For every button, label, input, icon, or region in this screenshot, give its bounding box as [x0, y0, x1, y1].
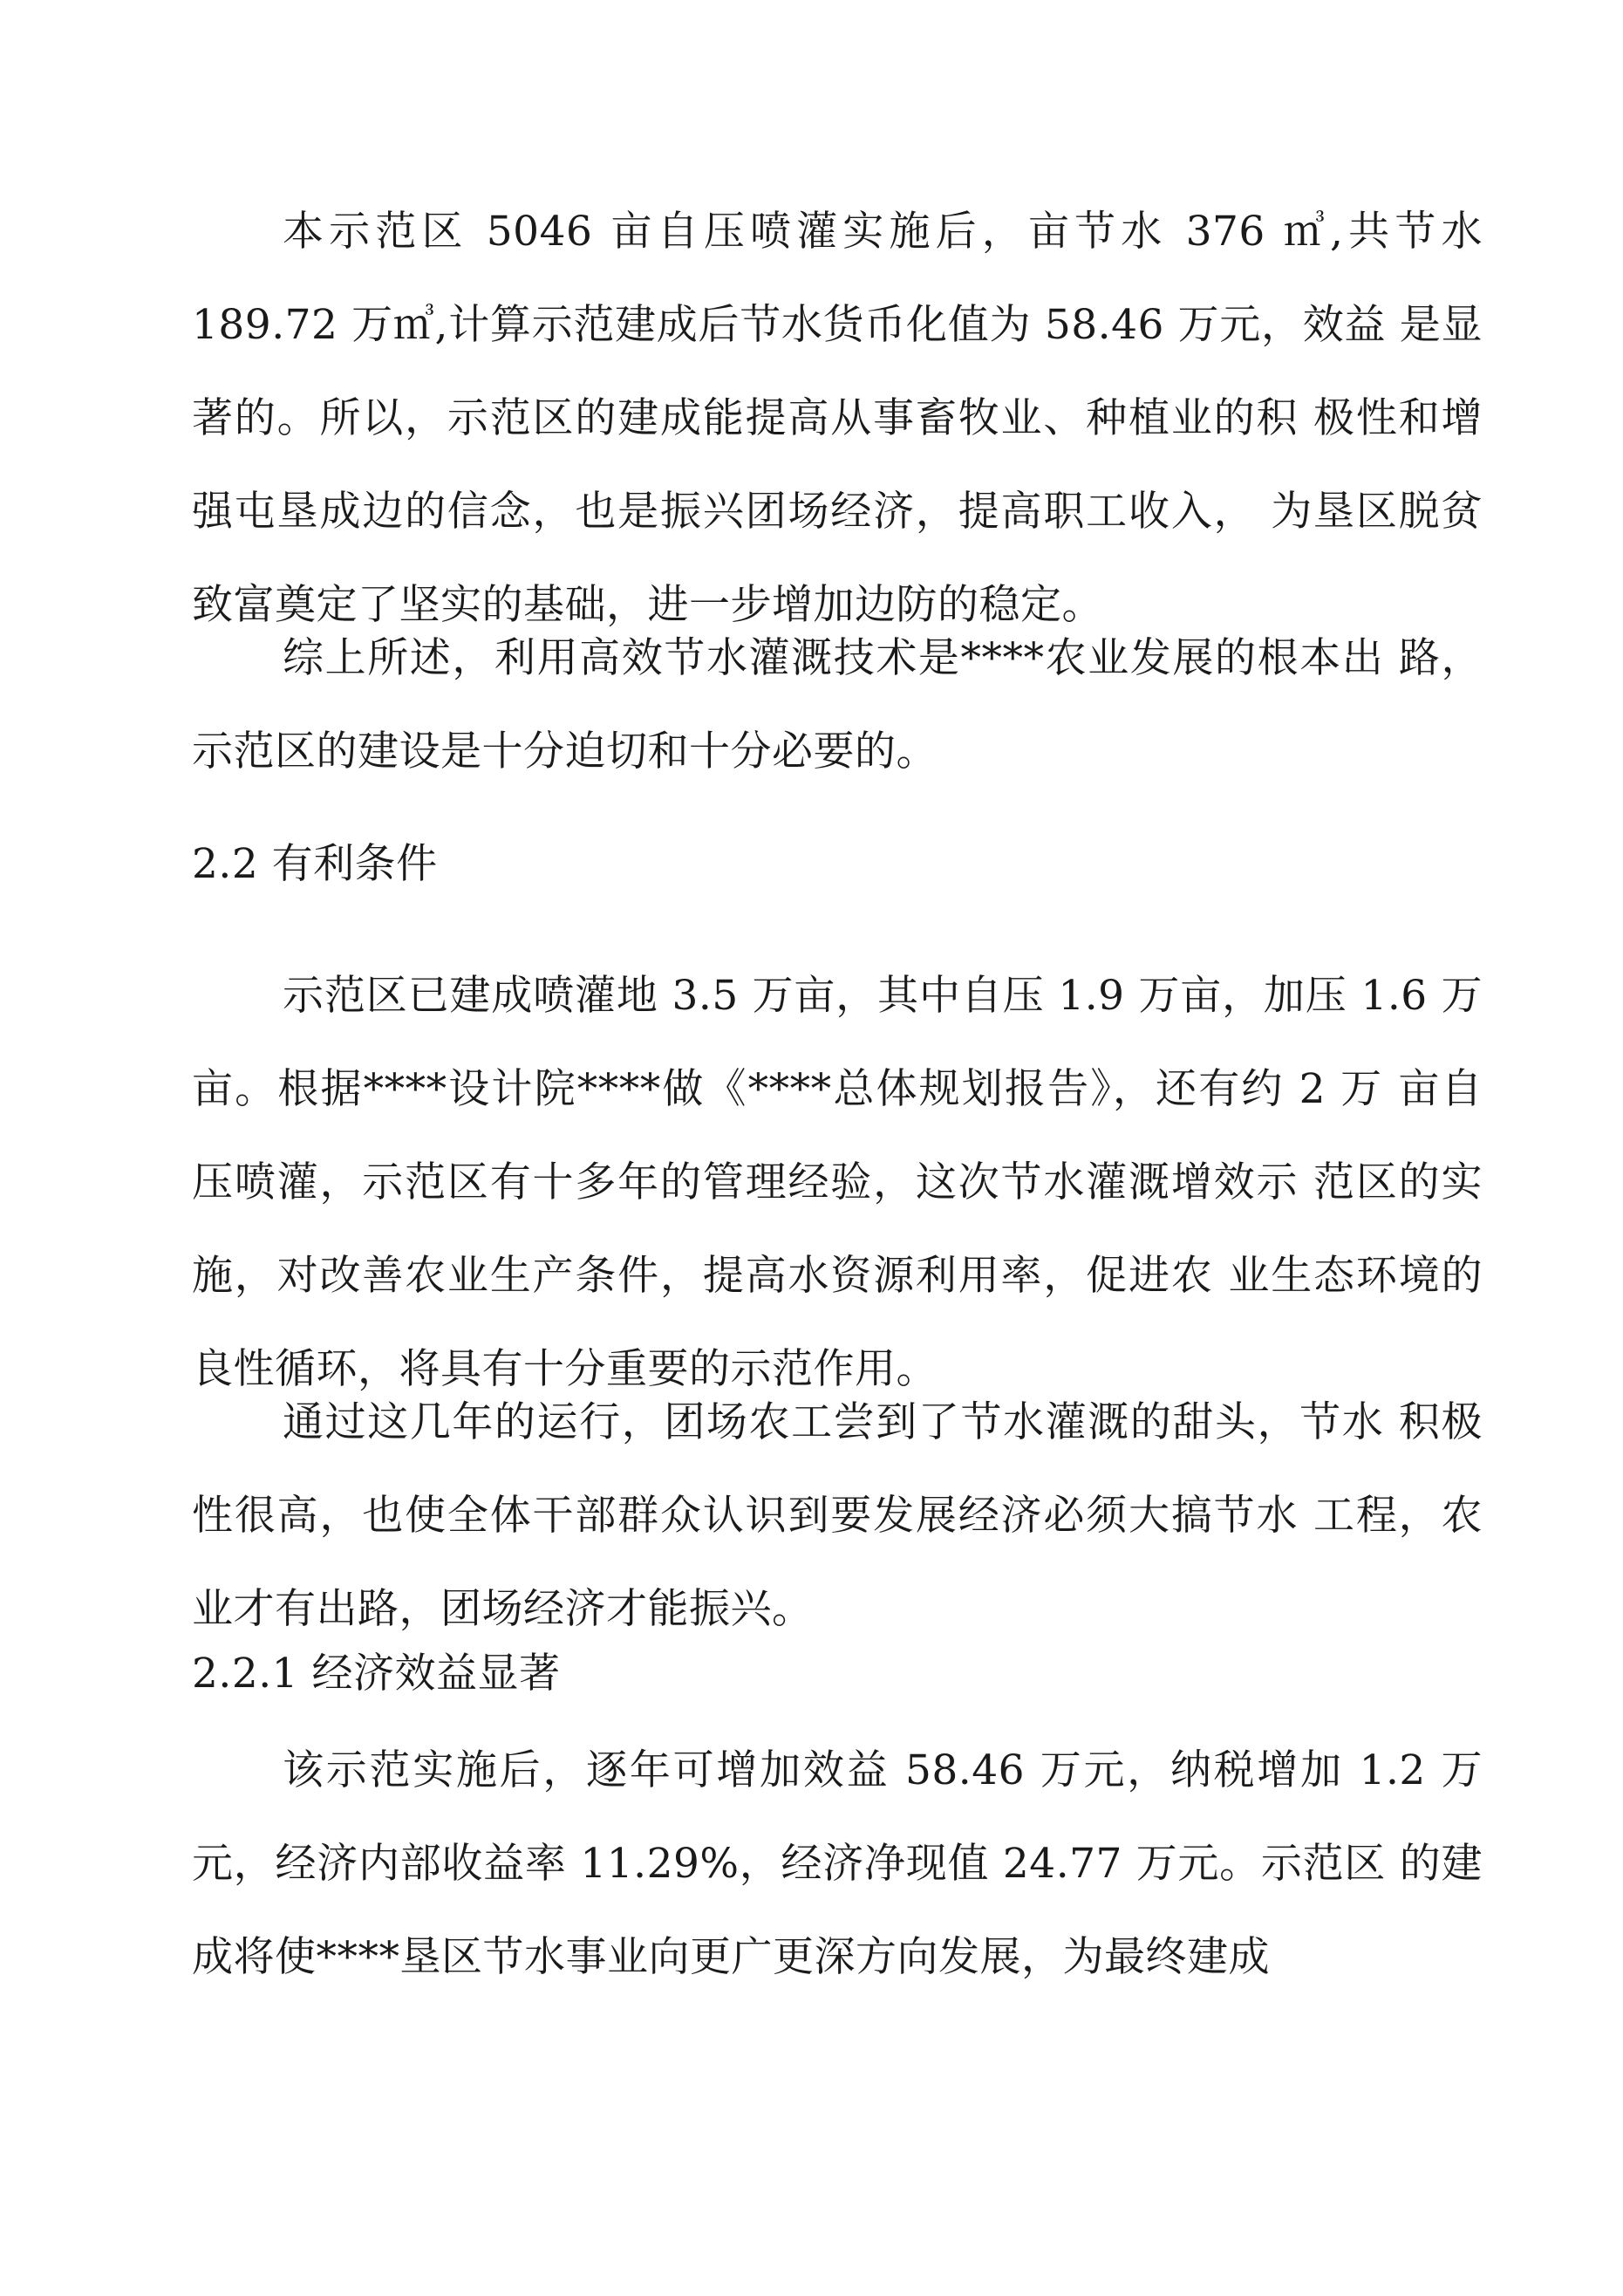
paragraph-economic-benefit: 该示范实施后，逐年可增加效益 58.46 万元，纳税增加 1.2 万元，经济内部收益率 11.29%，经济净现值 24.77 万元。示范区 的建成将使****垦区节水事业向更广更深方向发展，为最终建成 [192, 1746, 1483, 1981]
section-heading-favorable-conditions: 2.2 有利条件 [192, 840, 438, 888]
subsection-heading-economic-benefit: 2.2.1 经济效益显著 [192, 1650, 561, 1698]
paragraph-operation-experience: 通过这几年的运行，团场农工尝到了节水灌溉的甜头，节水 积极性很高，也使全体干部群众认识到要发展经济必须大搞节水 工程，农业才有出路，团场经济才能振兴。 [192, 1398, 1483, 1633]
paragraph-water-saving-benefit: 本示范区 5046 亩自压喷灌实施后，亩节水 376 ㎥,共节水 189.72 万㎥,计算示范建成后节水货币化值为 58.46 万元，效益 是显著的。所以，示范区的建成能提高从事畜牧业、种植业的积 极性和增强屯垦成边的信念，也是振兴团场经济，提高职工收入， 为垦区脱贫致富奠定了坚实的基础，进一步增加边防的稳定。 [192, 208, 1483, 629]
paragraph-existing-irrigation: 示范区已建成喷灌地 3.5 万亩，其中自压 1.9 万亩，加压 1.6 万亩。根据****设计院****做《****总体规划报告》，还有约 2 万 亩自压喷灌，示范区有十多年的管理经验，这次节水灌溉增效示 范区的实施，对改善农业生产条件，提高水资源利用率，促进农 业生态环境的良性循环，将具有十分重要的示范作用。 [192, 972, 1483, 1393]
paragraph-summary: 综上所述，利用高效节水灌溉技术是****农业发展的根本出 路，示范区的建设是十分迫切和十分必要的。 [192, 634, 1483, 776]
